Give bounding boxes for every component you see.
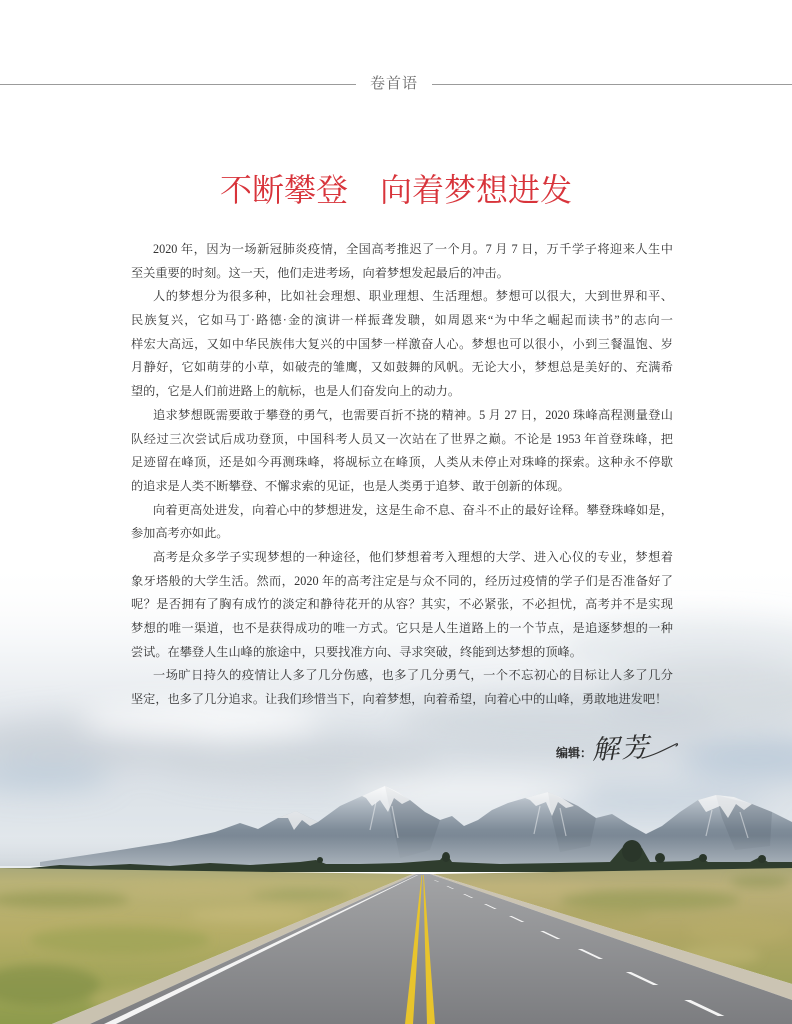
text-line: 追求梦想既需要敢于攀登的勇气，也需要百折不挠的精神。5 月 27 日，2020 珠峰高程测量登山 — [153, 407, 673, 422]
tree — [442, 852, 450, 862]
paragraph — [131, 499, 673, 546]
tree — [758, 855, 766, 863]
text-line: 队经过三次尝试后成功登顶，中国科考人员又一次站在了世界之巅。不论是 1953 年首登珠峰，把 — [131, 431, 673, 446]
tree — [317, 857, 323, 863]
tree — [699, 854, 707, 862]
header-rule-left — [0, 84, 356, 85]
text-line: 人的梦想分为很多种，比如社会理想、职业理想、生活理想。梦想可以很大，大到世界和平、 — [153, 289, 673, 304]
text-line: 象牙塔般的大学生活。然而，2020 年的高考注定是与众不同的，经历过疫情的学子们是否准备好了 — [131, 573, 673, 588]
tree — [622, 840, 642, 862]
cloud — [160, 742, 440, 782]
section-header — [0, 74, 792, 94]
header-rule-right — [432, 84, 792, 85]
editor-label: 编辑： — [556, 746, 593, 760]
text-line: 样宏大高远，又如中华民族伟大复兴的中国梦一样激奋人心。梦想也可以很小，小到三餐温饱、岁 — [131, 336, 673, 351]
text-line: 向着更高处进发，向着心中的梦想进发，这是生命不息、奋斗不止的最好诠释。攀登珠峰如是， — [153, 502, 673, 517]
text-line: 民族复兴，它如马丁·路德·金的演讲一样振聋发聩，如周恩来“为中华之崛起而读书”的志向一 — [131, 313, 673, 328]
text-line: 足迹留在峰顶，还是如今再测珠峰，将觇标立在峰顶，人类从未停止对珠峰的探索。这种永不停歇 — [131, 455, 673, 470]
text-line: 坚定，也多了几分追求。让我们珍惜当下，向着梦想，向着希望，向着心中的山峰，勇敢地进发吧！ — [131, 692, 668, 707]
text-line: 望的，它是人们前进路上的航标，也是人们奋发向上的动力。 — [131, 384, 461, 399]
text-line: 高考是众多学子实现梦想的一种途径，他们梦想着考入理想的大学、进入心仪的专业，梦想着 — [153, 549, 673, 564]
paragraph — [131, 546, 673, 664]
paragraph — [131, 285, 673, 403]
text-line: 呢？是否拥有了胸有成竹的淡定和静待花开的从容？其实，不必紧张，不必担忧，高考并不是实现 — [131, 597, 673, 612]
text-line: 尝试。在攀登人生山峰的旅途中，只要找准方向、寻求突破，终能到达梦想的顶峰。 — [131, 644, 582, 659]
paragraph — [131, 404, 673, 499]
text-line: 2020 年，因为一场新冠肺炎疫情，全国高考推迟了一个月。7 月 7 日，万千学子将迎来人生中 — [153, 242, 673, 256]
text-line: 一场旷日持久的疫情让人多了几分伤感，也多了几分勇气，一个不忘初心的目标让人多了几分 — [153, 668, 673, 683]
editor-signature: 解芳 — [591, 731, 656, 765]
paragraph — [131, 664, 673, 711]
article-body — [131, 238, 673, 712]
tree — [655, 853, 665, 863]
text-line: 参加高考亦如此。 — [131, 526, 229, 541]
text-line: 的追求是人类不断攀登、不懈求索的见证，也是人类勇于追梦、敢于创新的体现。 — [131, 478, 570, 493]
text-line: 月静好，它如萌芽的小草，如破壳的雏鹰，又如鼓舞的风帆。无论大小，梦想总是美好的、充满希 — [131, 360, 673, 375]
text-line: 梦想的唯一渠道，也不是获得成功的唯一方式。它只是人生道路上的一个节点，是追逐梦想的一种 — [131, 621, 673, 635]
signature-flourish — [640, 736, 680, 766]
article-title: 不断攀登 向着梦想进发 — [219, 172, 572, 208]
section-label: 卷首语 — [370, 76, 419, 92]
paragraph — [131, 238, 673, 285]
text-line: 至关重要的时刻。这一天，他们走进考场，向着梦想发起最后的冲击。 — [131, 265, 509, 280]
